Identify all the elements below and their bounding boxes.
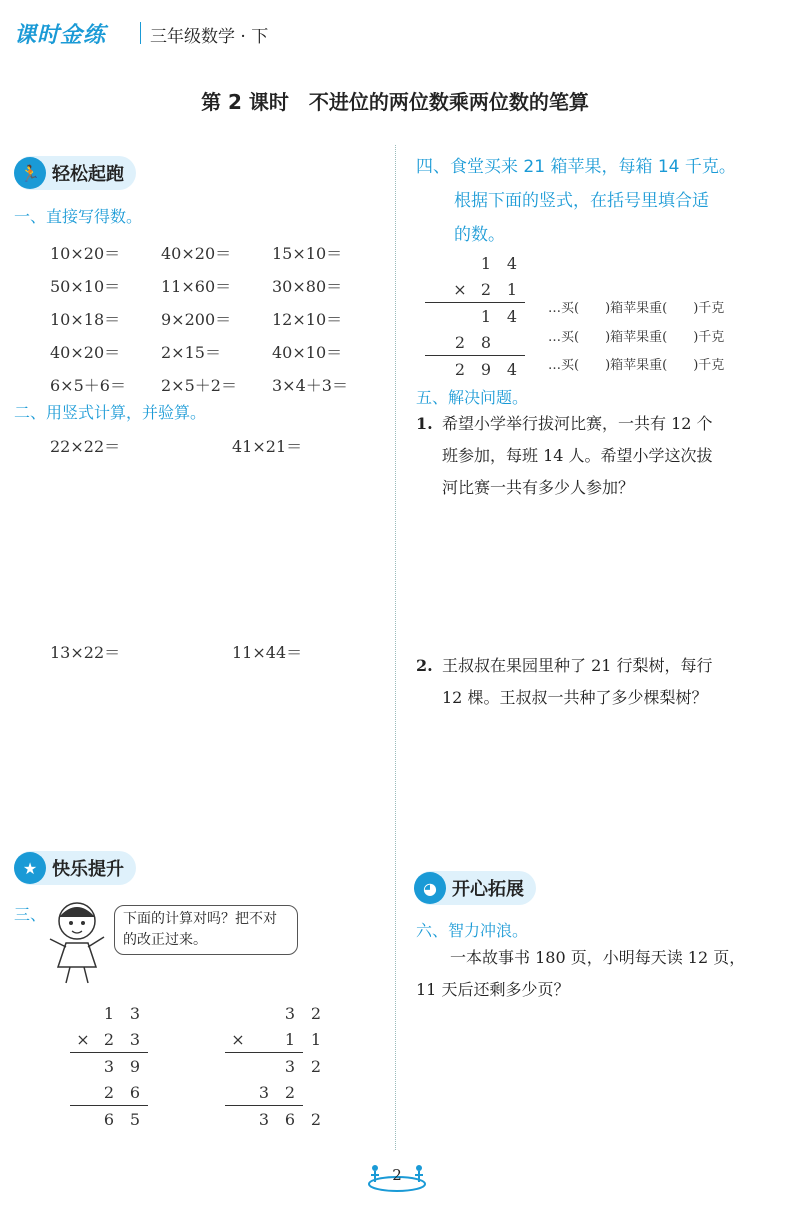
q1-item: 40×10＝ <box>272 343 343 362</box>
q2-item: 22×22＝ <box>50 437 121 456</box>
q4-line: 的数。 <box>454 225 505 245</box>
calc-row: 1 4 <box>480 253 518 273</box>
q1-item: 3×4＋3＝ <box>272 376 348 395</box>
calc-row: 1 4 <box>480 306 518 326</box>
problem-line: 王叔叔在果园里种了 21 行梨树，每行 <box>442 656 713 675</box>
q1-item: 40×20＝ <box>161 244 232 263</box>
q1-item: 50×10＝ <box>50 277 121 296</box>
q4-note: …买( )箱苹果重( )千克 <box>548 358 725 373</box>
q1-item: 30×80＝ <box>272 277 343 296</box>
q1-item: 10×18＝ <box>50 310 121 329</box>
q1-item: 40×20＝ <box>50 343 121 362</box>
runner-icon: 🏃 <box>14 157 46 189</box>
q2-item: 41×21＝ <box>232 437 303 456</box>
section-badge-happy-expand <box>414 871 536 905</box>
q2-item: 11×44＝ <box>232 643 303 662</box>
q3-label: 三、 <box>14 905 47 924</box>
wrong-calc-2 <box>225 1000 329 1132</box>
q1-row <box>50 269 383 302</box>
badge-label: 轻松起跑 <box>52 164 124 185</box>
problem-line: 12 棵。王叔叔一共种了多少棵梨树？ <box>442 688 708 707</box>
q5-problem-1 <box>442 408 782 504</box>
q5-title: 五、解决问题。 <box>416 388 529 407</box>
calc-row: 3 6 2 <box>258 1109 322 1129</box>
q4-line: 四、食堂买来 21 箱苹果，每箱 14 千克。 <box>416 157 736 177</box>
calc-row: 3 2 <box>284 1056 322 1076</box>
problem-line: 11 天后还剩多少页？ <box>416 980 570 999</box>
series-logo: 课时金练 <box>14 23 107 48</box>
dolphin-icon: ◕ <box>414 872 446 904</box>
problem-line: 一本故事书 180 页，小明每天读 12 页， <box>450 948 746 967</box>
column-divider <box>395 145 396 1150</box>
q1-item: 6×5＋6＝ <box>50 376 126 395</box>
calc-row: × 2 3 <box>76 1029 141 1049</box>
q2-item: 13×22＝ <box>50 643 121 662</box>
calc-row: 3 2 <box>258 1082 296 1102</box>
problem-line: 河比赛一共有多少人参加？ <box>442 478 635 497</box>
page-number: 2 <box>392 1166 402 1184</box>
girl-illustration-icon <box>44 895 110 987</box>
q1-grid <box>50 236 383 401</box>
section-badge-easy-start <box>14 156 136 190</box>
cake-icon: ★ <box>14 852 46 884</box>
q4-note: …买( )箱苹果重( )千克 <box>548 330 725 345</box>
q1-item: 15×10＝ <box>272 244 343 263</box>
subject-label: 三年级数学 · 下 <box>150 27 269 47</box>
badge-label: 开心拓展 <box>452 879 524 900</box>
wrong-calc-1 <box>70 1000 148 1132</box>
q4-text <box>416 150 736 252</box>
calc-row: 6 5 <box>103 1109 141 1129</box>
q1-item: 2×15＝ <box>161 343 221 362</box>
q1-item: 10×20＝ <box>50 244 121 263</box>
q5-p2-number: 2. <box>416 656 433 675</box>
q5-p1-number: 1. <box>416 414 433 433</box>
calc-row: 3 2 <box>284 1003 322 1023</box>
q1-item: 11×60＝ <box>161 277 232 296</box>
speech-bubble: 下面的计算对吗？把不对的改正过来。 <box>114 905 298 955</box>
q1-row <box>50 368 383 401</box>
q5-problem-2 <box>442 650 782 714</box>
q4-note: …买( )箱苹果重( )千克 <box>548 301 725 316</box>
q1-item: 2×5＋2＝ <box>161 376 237 395</box>
q1-row <box>50 236 383 269</box>
q4-line: 根据下面的竖式，在括号里填合适 <box>454 191 709 211</box>
q1-row <box>50 335 383 368</box>
q1-title: 一、直接写得数。 <box>14 207 143 226</box>
q2-title: 二、用竖式计算，并验算。 <box>14 403 207 422</box>
calc-row: × 1 1 <box>231 1029 322 1049</box>
q6-title: 六、智力冲浪。 <box>416 921 529 940</box>
q1-row <box>50 302 383 335</box>
q6-problem <box>416 942 786 1006</box>
calc-row: 3 9 <box>103 1056 141 1076</box>
problem-line: 班参加，每班 14 人。希望小学这次拔 <box>442 446 713 465</box>
calc-row: 2 8 <box>454 332 492 352</box>
calc-row: 1 3 <box>103 1003 141 1023</box>
lesson-title: 第 2 课时 不进位的两位数乘两位数的笔算 <box>201 90 589 114</box>
calc-row: 2 6 <box>103 1082 141 1102</box>
calc-row: × 2 1 <box>453 279 518 299</box>
section-badge-happy-improve <box>14 851 136 885</box>
header-divider <box>140 22 141 44</box>
problem-line: 希望小学举行拔河比赛，一共有 12 个 <box>442 414 713 433</box>
q1-item: 9×200＝ <box>161 310 232 329</box>
badge-label: 快乐提升 <box>52 859 124 880</box>
calc-row: 2 9 4 <box>454 359 518 379</box>
q1-item: 12×10＝ <box>272 310 343 329</box>
q4-calc <box>447 250 525 382</box>
